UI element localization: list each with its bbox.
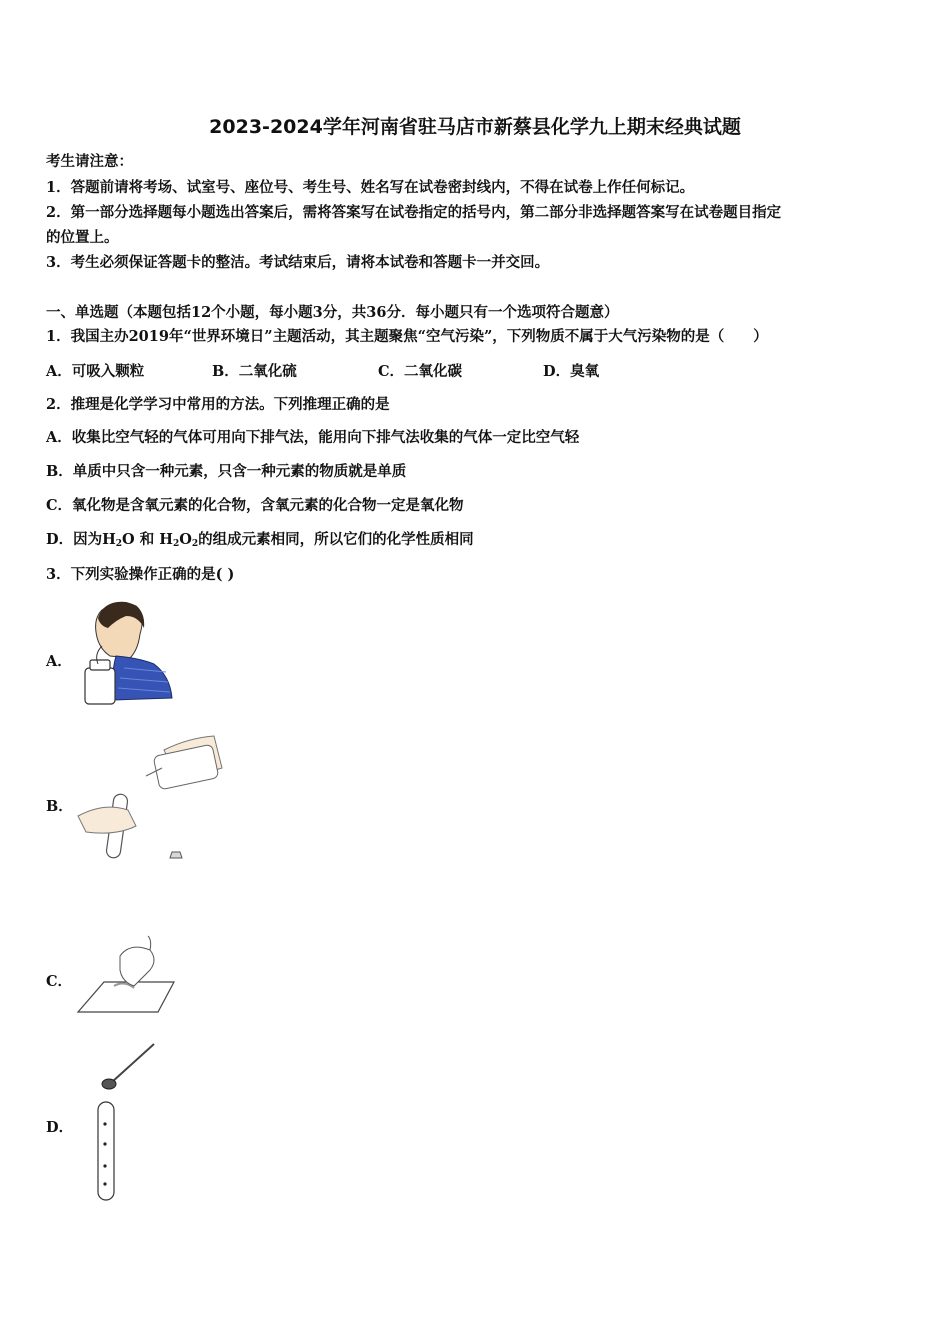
formula-h2o2: $H_2O_2$	[159, 531, 199, 549]
q3-option-c-label: C．	[46, 973, 73, 990]
q2-option-b: B．单质中只含一种元素，只含一种元素的物质就是单质	[46, 463, 407, 480]
q2-option-c: C．氧化物是含氧元素的化合物，含氧元素的化合物一定是氧化物	[46, 497, 464, 514]
q1-option-d: D．臭氧	[543, 363, 600, 380]
notice-item-3: 3．考生必须保证答题卡的整洁。考试结束后，请将本试卷和答题卡一并交回。	[46, 254, 550, 271]
q2-option-d	[46, 530, 474, 554]
paper-handling-illustration	[74, 936, 179, 1016]
section-heading: 一、单选题（本题包括12个小题，每小题3分，共36分．每小题只有一个选项符合题意）	[46, 304, 619, 321]
spoon-test-tube-illustration	[96, 1040, 160, 1204]
formula-h2o: $H_2O$	[102, 531, 135, 549]
smelling-bottle-illustration	[80, 598, 175, 708]
q3-option-b-label: B．	[46, 798, 73, 815]
notice-item-2-cont: 的位置上。	[46, 229, 119, 246]
q1-option-b: B．二氧化硫	[212, 363, 297, 380]
page-title: 2023-2024学年河南省驻马店市新蔡县化学九上期末经典试题	[209, 116, 741, 138]
q3-option-d-label: D．	[46, 1119, 74, 1136]
question-3-stem: 3．下列实验操作正确的是( )	[46, 566, 235, 583]
question-2-stem: 2．推理是化学学习中常用的方法。下列推理正确的是	[46, 396, 390, 413]
q2-option-d-suffix: 的组成元素相同，所以它们的化学性质相同	[198, 531, 474, 548]
notice-item-1: 1．答题前请将考场、试室号、座位号、考生号、姓名写在试卷密封线内，不得在试卷上作任何标记。	[46, 179, 695, 196]
notice-item-2: 2．第一部分选择题每小题选出答案后，需将答案写在试卷指定的括号内，第二部分非选择题答案写在试卷题目指定	[46, 204, 782, 221]
q2-option-d-prefix: D．因为	[46, 531, 103, 548]
q1-option-a: A．可吸入颗粒	[46, 363, 145, 380]
q1-option-c: C．二氧化碳	[378, 363, 463, 380]
q2-option-a: A．收集比空气轻的气体可用向下排气法，能用向下排气法收集的气体一定比空气轻	[46, 429, 580, 446]
notice-heading: 考生请注意：	[46, 153, 133, 170]
question-1-stem: 1．我国主办2019年“世界环境日”主题活动，其主题聚焦“空气污染”，下列物质不属于大气污染物的是（ ）	[46, 328, 768, 345]
pouring-liquid-illustration	[76, 732, 226, 864]
q3-option-a-label: A．	[46, 653, 72, 670]
q2-option-d-and: 和	[134, 531, 160, 548]
